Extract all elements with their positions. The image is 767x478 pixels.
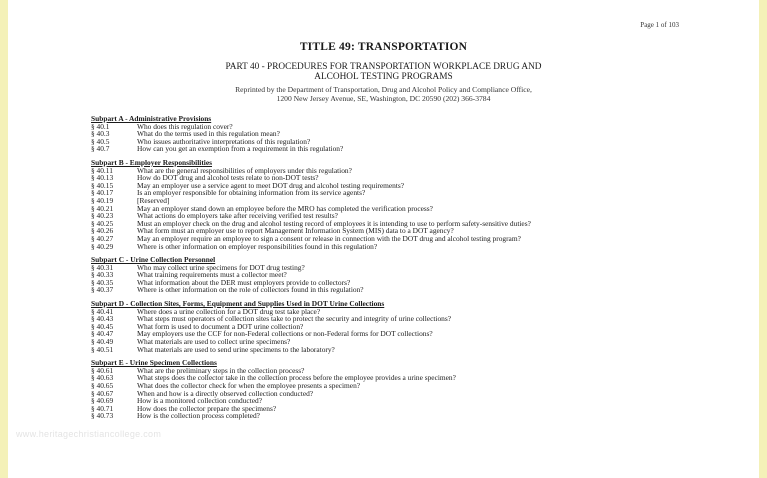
- section-question: Who may collect urine specimens for DOT drug testing?: [137, 262, 305, 272]
- section-number: § 40.26: [91, 226, 114, 236]
- section-question: Where is other information on employer responsibilities found in this regulation?: [137, 241, 378, 251]
- section-number: § 40.35: [91, 277, 114, 287]
- section-question: Must an employer check on the drug and alcohol testing record of employees it is intending to use to perform safety-sensitive duties?: [137, 218, 531, 228]
- section-question: Where does a urine collection for a DOT drug test take place?: [137, 306, 321, 316]
- section-number: § 40.19: [91, 195, 114, 205]
- section-question: What materials are used to collect urine specimens?: [137, 337, 291, 347]
- subpart-section: [91, 115, 671, 153]
- section-number: § 40.73: [91, 411, 114, 421]
- section-number: § 40.3: [91, 129, 110, 139]
- section-question: What actions do employers take after receiving verified test results?: [137, 211, 338, 221]
- section-question: What do the terms used in this regulation mean?: [137, 129, 280, 139]
- section-question: When and how is a directly observed collection conducted?: [137, 388, 314, 398]
- section-number: § 40.21: [91, 203, 114, 213]
- section-number: § 40.5: [91, 136, 110, 146]
- section-question: What does the collector check for when the employee presents a specimen?: [137, 381, 361, 390]
- toc-entry: [91, 243, 671, 251]
- section-question: What form must an employer use to report Management Information System (MIS) data to a DOT agency?: [137, 226, 454, 236]
- section-question: May an employer use a service agent to meet DOT drug and alcohol testing requirements?: [137, 180, 405, 190]
- section-question: How do DOT drug and alcohol tests relate to non-DOT tests?: [137, 173, 319, 183]
- section-number: § 40.67: [91, 388, 114, 398]
- subpart-title: Subpart A - Administrative Provisions: [91, 114, 212, 123]
- section-question: How is the collection process completed?: [137, 411, 260, 421]
- section-number: § 40.41: [91, 306, 114, 316]
- section-number: § 40.65: [91, 381, 114, 390]
- subpart-section: [91, 300, 671, 353]
- section-number: § 40.71: [91, 403, 114, 413]
- section-question: What training requirements must a collector meet?: [137, 270, 287, 280]
- part-heading-line2: ALCOHOL TESTING PROGRAMS: [314, 72, 453, 82]
- section-number: § 40.43: [91, 314, 114, 324]
- section-number: § 40.49: [91, 337, 114, 347]
- section-question: What information about the DER must employers provide to collectors?: [137, 277, 351, 287]
- part-heading-line1: PART 40 - PROCEDURES FOR TRANSPORTATION WORKPLACE DRUG AND: [225, 62, 542, 72]
- section-number: § 40.47: [91, 329, 114, 339]
- section-number: § 40.37: [91, 285, 114, 295]
- section-number: § 40.11: [91, 165, 113, 175]
- reprint-notice: [0, 86, 767, 103]
- toc-entry: [91, 412, 671, 420]
- document-title: TITLE 49: TRANSPORTATION: [299, 41, 468, 53]
- section-number: § 40.7: [91, 144, 110, 154]
- section-number: § 40.31: [91, 262, 114, 272]
- watermark: www.heritagechristiancollege.com: [16, 429, 162, 439]
- subpart-title: Subpart E - Urine Specimen Collections: [91, 358, 217, 368]
- section-question: What are the preliminary steps in the collection process?: [137, 365, 305, 375]
- section-number: § 40.13: [91, 173, 114, 183]
- section-number: § 40.45: [91, 321, 114, 331]
- table-of-contents: [91, 115, 671, 426]
- subpart-title: Subpart D - Collection Sites, Forms, Equipment and Supplies Used in DOT Urine Collections: [91, 299, 385, 309]
- section-number: § 40.23: [91, 211, 114, 221]
- subpart-section: [91, 256, 671, 294]
- section-question: What steps does the collector take in the collection process before the employee provides a urine specimen?: [137, 373, 456, 383]
- section-number: § 40.25: [91, 218, 114, 228]
- subpart-section: [91, 159, 671, 250]
- section-number: § 40.51: [91, 344, 114, 354]
- subpart-section: [91, 359, 671, 420]
- reprint-line1: Reprinted by the Department of Transportation, Drug and Alcohol Policy and Compliance Office,: [235, 85, 532, 94]
- section-question: Who issues authoritative interpretations of this regulation?: [137, 136, 311, 146]
- section-number: § 40.27: [91, 233, 114, 243]
- section-question: What materials are used to send urine specimens to the laboratory?: [137, 344, 335, 354]
- subpart-title: Subpart B - Employer Responsibilities: [91, 157, 213, 167]
- section-question: What form is used to document a DOT urine collection?: [137, 321, 304, 331]
- section-question: What steps must operators of collection sites take to protect the security and integrity of urine collections?: [137, 314, 452, 324]
- section-question: What are the general responsibilities of employers under this regulation?: [137, 165, 352, 175]
- toc-entry: [91, 189, 671, 197]
- section-number: § 40.63: [91, 373, 114, 383]
- section-question: How is a monitored collection conducted?: [137, 396, 262, 406]
- part-heading: [0, 62, 767, 82]
- section-question: May an employer require an employee to sign a consent or release in connection with the DOT drug and alcohol testing program?: [137, 233, 521, 243]
- toc-entry: [91, 145, 671, 153]
- section-number: § 40.29: [91, 241, 114, 251]
- toc-entry: [91, 286, 671, 294]
- reprint-line2: 1200 New Jersey Avenue, SE, Washington, DC 20590 (202) 366-3784: [276, 93, 491, 103]
- section-question: May employers use the CCF for non-Federal collections or non-Federal forms for DOT collections?: [137, 329, 433, 339]
- section-question: [Reserved]: [137, 195, 170, 205]
- section-number: § 40.69: [91, 396, 114, 406]
- section-question: Where is other information on the role of collectors found in this regulation?: [137, 285, 364, 295]
- toc-entry: [91, 346, 671, 354]
- subpart-title: Subpart C - Urine Collection Personnel: [91, 255, 216, 265]
- section-question: Who does this regulation cover?: [137, 121, 233, 131]
- section-question: How does the collector prepare the specimens?: [137, 403, 277, 413]
- page-number: Page 1 of 103: [640, 21, 679, 29]
- section-question: May an employer stand down an employee before the MRO has completed the verification process?: [137, 203, 433, 213]
- section-question: How can you get an exemption from a requirement in this regulation?: [137, 144, 344, 154]
- section-number: § 40.1: [91, 121, 110, 131]
- section-number: § 40.15: [91, 180, 114, 190]
- section-number: § 40.61: [91, 365, 114, 375]
- section-question: Is an employer responsible for obtaining information from its service agents?: [137, 188, 366, 198]
- section-number: § 40.17: [91, 188, 114, 198]
- section-number: § 40.33: [91, 270, 114, 280]
